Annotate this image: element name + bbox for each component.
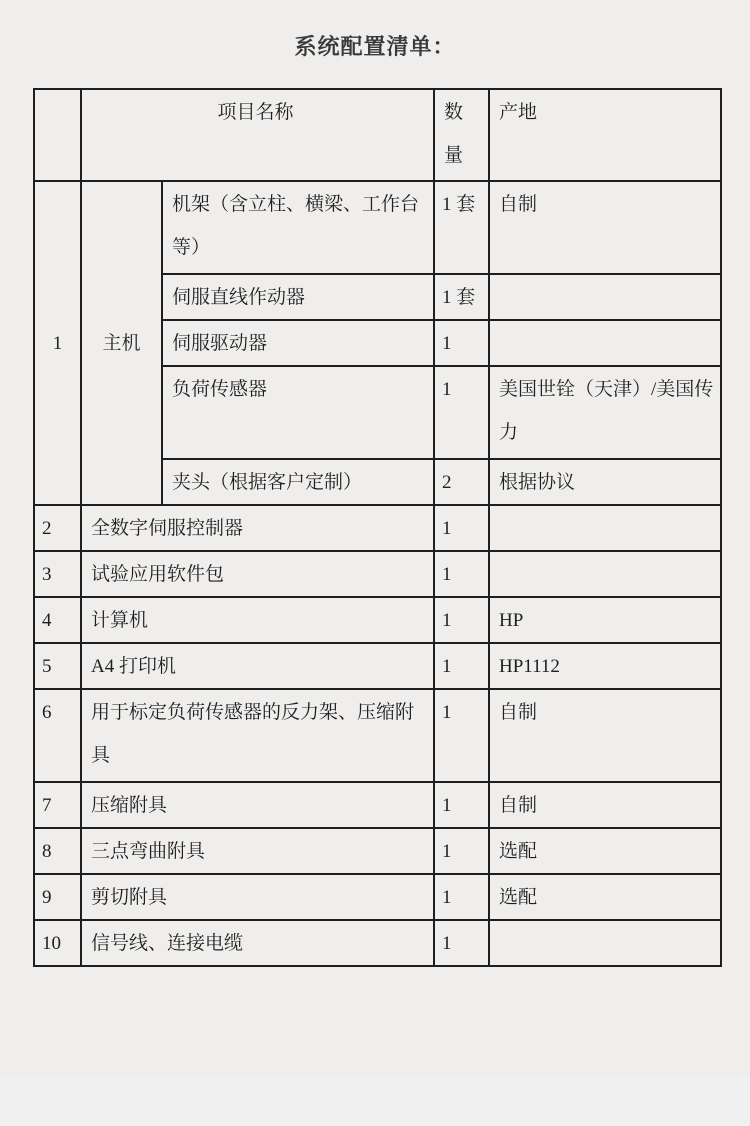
item-origin-cell: [489, 320, 721, 366]
table-row-9: [34, 874, 721, 920]
table-row-group1-sub1: [34, 181, 721, 274]
item-name-cell: 夹头（根据客户定制）: [162, 459, 434, 505]
row-index-cell: 8: [34, 828, 81, 874]
row-index-cell: 5: [34, 643, 81, 689]
row-index-cell: 3: [34, 551, 81, 597]
header-origin-cell: 产地: [489, 89, 721, 181]
item-name-cell: 伺服驱动器: [162, 320, 434, 366]
item-qty-cell: 1: [434, 828, 489, 874]
header-qty-cell: 数量: [434, 89, 489, 181]
item-name-cell: 机架（含立柱、横梁、工作台等）: [162, 181, 434, 274]
item-qty-cell: 1: [434, 551, 489, 597]
row-index-cell: 9: [34, 874, 81, 920]
table-row-6: [34, 689, 721, 782]
row-index-cell: 4: [34, 597, 81, 643]
item-name-cell: 负荷传感器: [162, 366, 434, 459]
item-origin-cell: HP: [489, 597, 721, 643]
group1-name-cell: 主机: [81, 181, 162, 505]
item-qty-cell: 1: [434, 874, 489, 920]
item-origin-cell: 选配: [489, 874, 721, 920]
item-origin-cell: [489, 920, 721, 966]
item-name-cell: 剪切附具: [81, 874, 434, 920]
header-name-cell: 项目名称: [81, 89, 434, 181]
item-origin-cell: 根据协议: [489, 459, 721, 505]
item-origin-cell: 自制: [489, 782, 721, 828]
table-row-3: [34, 551, 721, 597]
item-qty-cell: 1: [434, 505, 489, 551]
item-qty-cell: 2: [434, 459, 489, 505]
table-header-row: [34, 89, 721, 181]
item-name-cell: 计算机: [81, 597, 434, 643]
item-origin-cell: 美国世铨（天津）/美国传力: [489, 366, 721, 459]
item-name-cell: 伺服直线作动器: [162, 274, 434, 320]
item-origin-cell: [489, 505, 721, 551]
row-index-cell: 2: [34, 505, 81, 551]
item-origin-cell: [489, 551, 721, 597]
item-qty-cell: 1: [434, 597, 489, 643]
item-name-cell: 信号线、连接电缆: [81, 920, 434, 966]
system-config-table: [33, 88, 722, 967]
item-name-cell: 全数字伺服控制器: [81, 505, 434, 551]
item-qty-cell: 1: [434, 920, 489, 966]
table-row-8: [34, 828, 721, 874]
item-qty-cell: 1: [434, 366, 489, 459]
item-origin-cell: 选配: [489, 828, 721, 874]
page-footer-band: [0, 1076, 750, 1126]
table-row-10: [34, 920, 721, 966]
item-origin-cell: [489, 274, 721, 320]
table-row-7: [34, 782, 721, 828]
item-qty-cell: 1: [434, 689, 489, 782]
table-row-4: [34, 597, 721, 643]
row-index-cell: 7: [34, 782, 81, 828]
item-origin-cell: 自制: [489, 181, 721, 274]
item-name-cell: 压缩附具: [81, 782, 434, 828]
table-row-5: [34, 643, 721, 689]
item-name-cell: A4 打印机: [81, 643, 434, 689]
row-index-cell: 6: [34, 689, 81, 782]
item-qty-cell: 1 套: [434, 181, 489, 274]
group1-index-cell: 1: [34, 181, 81, 505]
item-origin-cell: HP1112: [489, 643, 721, 689]
item-qty-cell: 1: [434, 643, 489, 689]
page-title: 系统配置清单：: [294, 34, 456, 59]
item-name-cell: 三点弯曲附具: [81, 828, 434, 874]
row-index-cell: 10: [34, 920, 81, 966]
table-row-2: [34, 505, 721, 551]
item-origin-cell: 自制: [489, 689, 721, 782]
item-name-cell: 用于标定负荷传感器的反力架、压缩附具: [81, 689, 434, 782]
item-qty-cell: 1: [434, 782, 489, 828]
item-qty-cell: 1: [434, 320, 489, 366]
item-qty-cell: 1 套: [434, 274, 489, 320]
header-index-cell: [34, 89, 81, 181]
item-name-cell: 试验应用软件包: [81, 551, 434, 597]
